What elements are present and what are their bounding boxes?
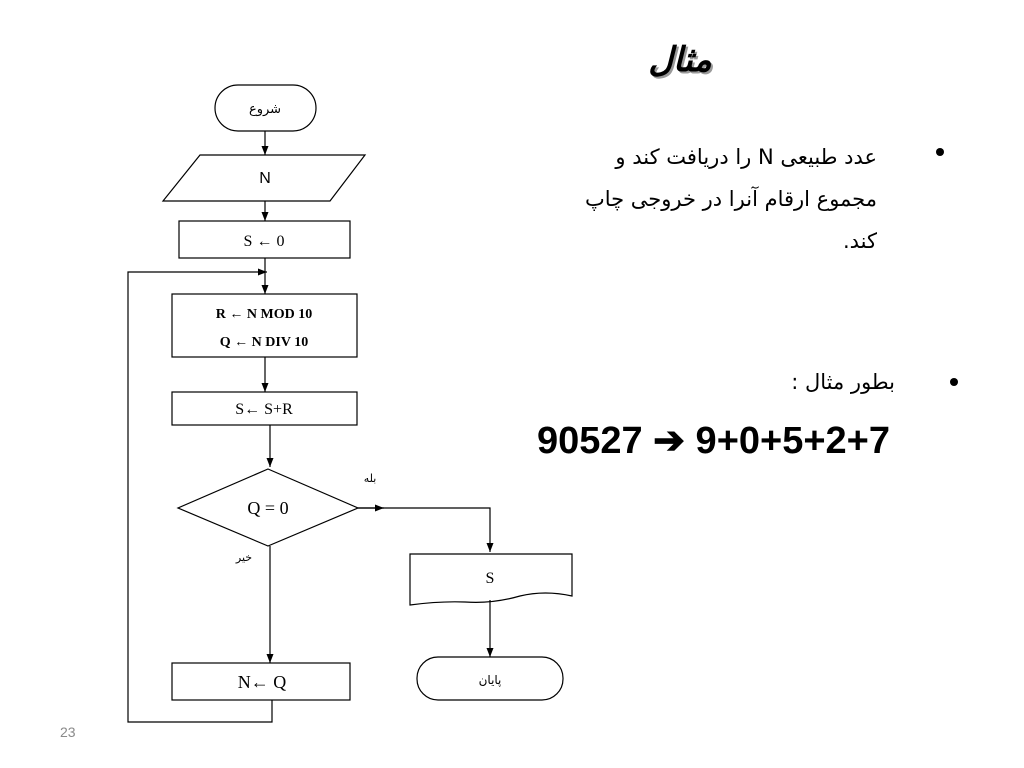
yes-branch-arrow [358, 508, 490, 552]
init-label: S ← 0 [243, 233, 285, 250]
no-label: خیر [235, 551, 253, 564]
output-label: S [485, 570, 495, 587]
yes-label: بله [363, 472, 377, 485]
update-label: N← Q [237, 672, 287, 692]
start-label: شروع [248, 102, 282, 117]
bullet-problem-statement: عدد طبیعی N را دریافت کند و مجموع ارقام آنرا در خروجی چاپ کند. [584, 145, 877, 253]
mod-label: R ← N MOD 10 [215, 307, 313, 322]
end-label: پایان [478, 673, 502, 687]
bullet-dot-1 [936, 148, 944, 156]
condition-label: Q = 0 [247, 498, 289, 518]
div-label: Q ← N DIV 10 [219, 335, 309, 350]
sum-label: S← S+R [235, 401, 293, 418]
page-number: 23 [60, 724, 76, 740]
input-label: N [259, 170, 271, 187]
bullet-example-intro: بطور مثال : [791, 370, 895, 394]
example-digit-sum: 90527 ➔ 9+0+5+2+7 [536, 420, 890, 462]
slide-title: مثال [648, 40, 712, 80]
bullet-dot-2 [950, 378, 958, 386]
